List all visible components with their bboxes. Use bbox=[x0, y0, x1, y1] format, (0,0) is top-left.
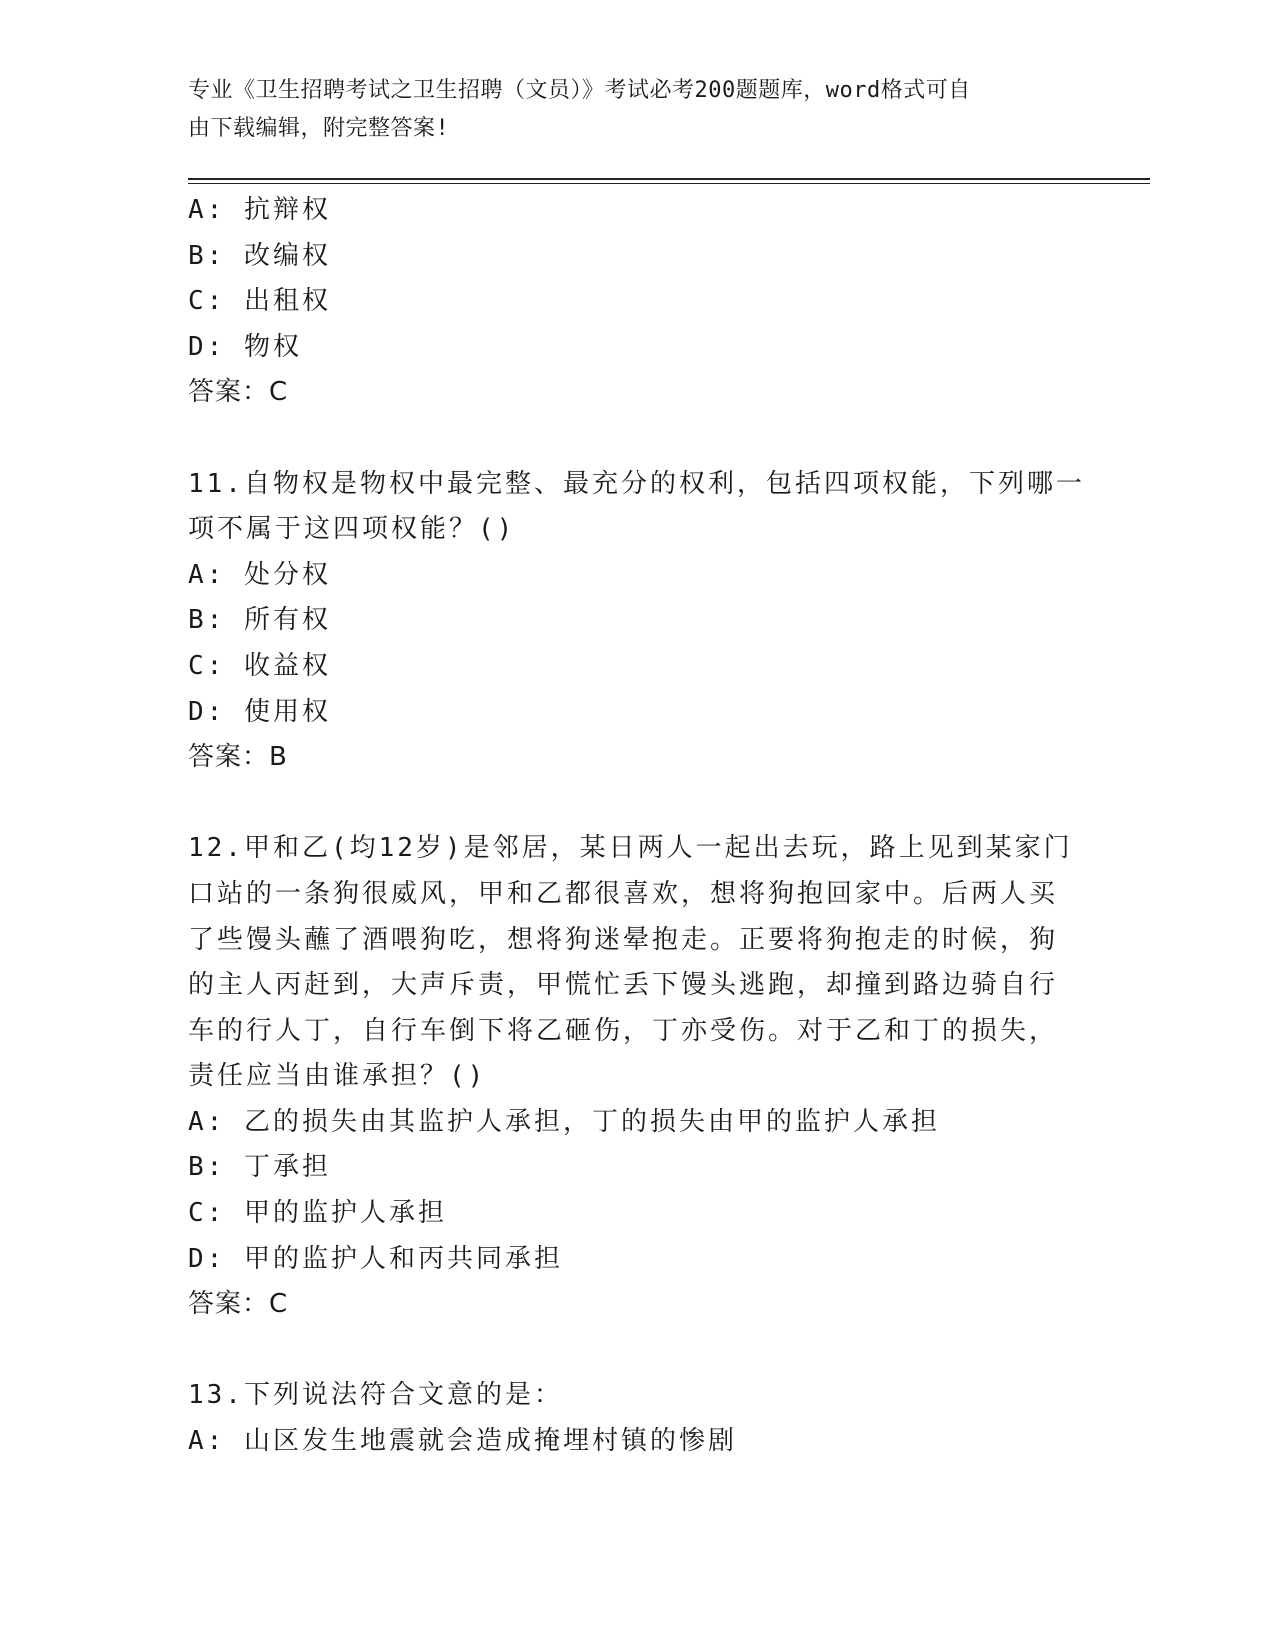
option-d: D: 物权 bbox=[188, 331, 302, 362]
header-divider-thin bbox=[188, 183, 1150, 184]
option-b: B: 改编权 bbox=[188, 240, 331, 271]
question-12-block bbox=[188, 826, 1088, 1328]
option-a: A: 抗辩权 bbox=[188, 195, 331, 225]
option-c: C: 甲的监护人承担 bbox=[188, 1198, 447, 1229]
header-line-2: 由下载编辑，附完整答案! bbox=[188, 116, 450, 141]
question-10-block bbox=[188, 188, 1088, 416]
question-stem-line: 车的行人丁，自行车倒下将乙砸伤，丁亦受伤。对于乙和丁的损失， bbox=[188, 1015, 1059, 1046]
option-c: C: 收益权 bbox=[188, 650, 331, 681]
question-11-block bbox=[188, 462, 1088, 781]
option-b: B: 丁承担 bbox=[188, 1152, 331, 1183]
question-stem-line: 13.下列说法符合文意的是： bbox=[188, 1380, 563, 1411]
option-a: A: 山区发生地震就会造成掩埋村镇的惨剧 bbox=[188, 1426, 737, 1457]
document-header bbox=[188, 72, 1068, 148]
question-stem-line: 项不属于这四项权能？() bbox=[188, 514, 516, 545]
question-13-block bbox=[188, 1373, 1088, 1464]
header-divider-thick bbox=[188, 178, 1150, 180]
answer-line: 答案：B bbox=[188, 742, 288, 773]
question-stem-line: 口站的一条狗很威风，甲和乙都很喜欢，想将狗抱回家中。后两人买 bbox=[188, 878, 1059, 909]
answer-line: 答案：C bbox=[188, 377, 289, 408]
option-d: D: 使用权 bbox=[188, 696, 331, 727]
question-stem-line: 的主人丙赶到，大声斥责，甲慌忙丢下馒头逃跑，却撞到路边骑自行 bbox=[188, 970, 1059, 1001]
spacer bbox=[188, 1328, 1088, 1374]
option-a: A: 乙的损失由其监护人承担，丁的损失由甲的监护人承担 bbox=[188, 1106, 940, 1137]
question-list bbox=[188, 188, 1088, 1465]
answer-line: 答案：C bbox=[188, 1289, 289, 1320]
option-b: B: 所有权 bbox=[188, 605, 331, 636]
question-stem-line: 责任应当由谁承担？() bbox=[188, 1061, 487, 1092]
question-stem-line: 11.自物权是物权中最完整、最充分的权利，包括四项权能，下列哪一 bbox=[188, 468, 1085, 499]
option-a: A: 处分权 bbox=[188, 559, 331, 590]
question-stem-line: 12.甲和乙(均12岁)是邻居，某日两人一起出去玩，路上见到某家门 bbox=[188, 833, 1073, 864]
question-stem-line: 了些馒头蘸了酒喂狗吃，想将狗迷晕抱走。正要将狗抱走的时候，狗 bbox=[188, 924, 1059, 955]
spacer bbox=[188, 416, 1088, 462]
option-c: C: 出租权 bbox=[188, 286, 331, 317]
spacer bbox=[188, 781, 1088, 827]
header-line-1: 专业《卫生招聘考试之卫生招聘（文员）》考试必考200题题库，word格式可自 bbox=[188, 78, 971, 103]
option-d: D: 甲的监护人和丙共同承担 bbox=[188, 1243, 563, 1274]
